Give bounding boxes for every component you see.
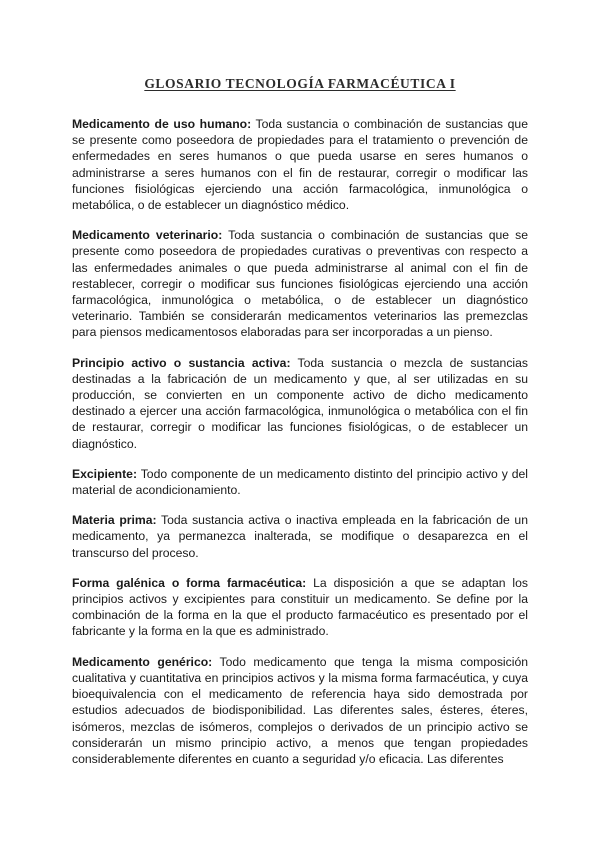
glossary-definition: Toda sustancia activa o inactiva empleada en la fabricación de un medicamento, ya permanezca inalterada, se modifique o desaparezca en el transcurso del proceso. xyxy=(72,513,528,560)
glossary-entry-principio-activo xyxy=(72,355,528,452)
glossary-term: Principio activo o sustancia activa: xyxy=(72,355,291,370)
glossary-term: Forma galénica o forma farmacéutica: xyxy=(72,575,307,590)
document-title-text: GLOSARIO TECNOLOGÍA FARMACÉUTICA I xyxy=(144,76,456,91)
glossary-definition: La disposición a que se adaptan los principios activos y excipientes para constituir un medicamento. Se define por la combinación de la forma en la que el producto farmacéutico es presentado por el fabricante y la forma en la que es administrado. xyxy=(72,575,528,639)
glossary-term: Excipiente: xyxy=(72,466,138,481)
glossary-term: Medicamento veterinario: xyxy=(72,228,223,243)
glossary-entry-materia-prima xyxy=(72,512,528,561)
glossary-definition: Todo medicamento que tenga la misma composición cualitativa y cuantitativa en principios activos y la misma forma farmacéutica, y cuya bioequivalencia con el medicamento de referencia haya sido demostrada por estudios adecuados de biodisponibilidad. Las diferentes sales, ésteres, éteres, isómeros, mezclas de isómeros, complejos o derivados de un principio activo se considerarán un mismo principio activo, a menos que tengan propiedades considerablemente diferentes en cuanto a seguridad y/o eficacia. Las diferentes xyxy=(72,654,528,766)
glossary-term: Materia prima: xyxy=(72,513,157,528)
glossary-entry-forma-galenica xyxy=(72,575,528,640)
glossary-definition: Toda sustancia o combinación de sustancias que se presente como poseedora de propiedades para el tratamiento o prevención de enfermedades en seres humanos o que pueda usarse en seres humanos o administrarse a seres humanos con el fin de restaurar, corregir o modificar las funciones fisiológicas ejerciendo una acción farmacológica, inmunológica o metabólica, o de establecer un diagnóstico médico. xyxy=(72,117,528,213)
glossary-definition: Toda sustancia o mezcla de sustancias destinadas a la fabricación de un medicamento y que, al ser utilizadas en su producción, se convierten en un componente activo de dicho medicamento destinado a ejercer una acción farmacológica, inmunológica o metabólica con el fin de restaurar, corregir o modificar las funciones fisiológicas, o de establecer un diagnóstico. xyxy=(72,355,529,451)
glossary-definition: Todo componente de un medicamento distinto del principio activo y del material de acondicionamiento. xyxy=(72,466,528,498)
glossary-entry-medicamento-generico xyxy=(72,654,528,767)
glossary-term: Medicamento de uso humano: xyxy=(72,117,252,131)
glossary-entry-excipiente xyxy=(72,466,528,498)
document-title xyxy=(72,76,528,92)
glossary-definition: Toda sustancia o combinación de sustancias que se presente como poseedora de propiedades curativas o preventivas con respecto a las enfermedades animales o que pueda administrarse al animal con el fin de restablecer, corregir o modificar sus funciones fisiológicas ejerciendo una acción farmacológica, inmunológica o metabólica, o de establecer un diagnóstico veterinario. También se considerarán medicamentos veterinarios las premezclas para piensos medicamentosos elaboradas para ser incorporadas a un pienso. xyxy=(72,228,528,340)
glossary-entry-medicamento-uso-humano xyxy=(72,116,528,213)
glossary-entry-medicamento-veterinario xyxy=(72,227,528,340)
glossary-term: Medicamento genérico: xyxy=(72,654,213,669)
